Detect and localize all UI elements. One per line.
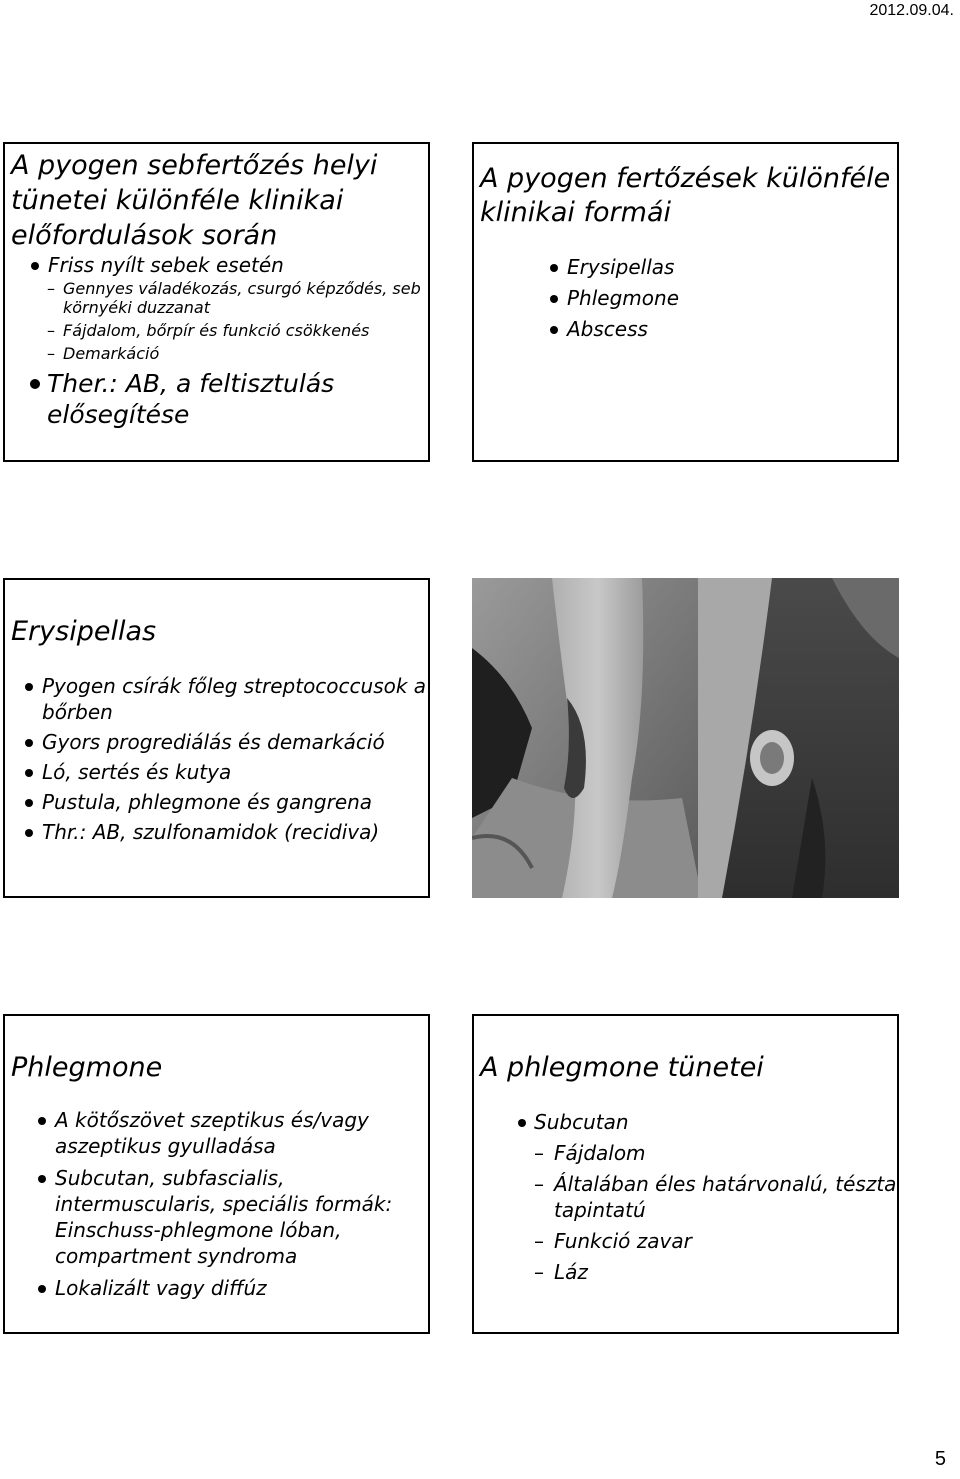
slide-clinical-forms bbox=[472, 142, 899, 462]
bullet-list bbox=[474, 252, 897, 345]
bullet-list bbox=[5, 1107, 428, 1301]
sub-list-item: – Fájdalom bbox=[474, 1140, 897, 1166]
list-item: Gyors progrediálás és demarkáció bbox=[5, 729, 428, 755]
slide-erysipellas bbox=[3, 578, 430, 898]
list-item: Abscess bbox=[474, 314, 897, 345]
wound-photo-icon bbox=[472, 578, 899, 898]
slide-wound-photo bbox=[472, 578, 899, 898]
bullet-list bbox=[5, 673, 428, 845]
sub-list-item: – Funkció zavar bbox=[474, 1228, 897, 1254]
list-item: Thr.: AB, szulfonamidok (recidiva) bbox=[5, 819, 428, 845]
sub-list-item: – Láz bbox=[474, 1259, 897, 1285]
slide-title: Erysipellas bbox=[11, 616, 157, 647]
bullet-list bbox=[5, 253, 428, 430]
slide-phlegmone bbox=[3, 1014, 430, 1334]
sub-list-item: – Gennyes váladékozás, csurgó képződés, seb környéki duzzanat bbox=[5, 279, 428, 317]
page-number: 5 bbox=[934, 1448, 946, 1470]
bullet-list bbox=[474, 1109, 897, 1285]
slide-pyogen-local-symptoms bbox=[3, 142, 430, 462]
list-item: Pustula, phlegmone és gangrena bbox=[5, 789, 428, 815]
list-item: Pyogen csírák főleg streptococcusok a bőrben bbox=[5, 673, 428, 725]
list-item: Erysipellas bbox=[474, 252, 897, 283]
list-item: Ther.: AB, a feltisztulás elősegítése bbox=[5, 368, 428, 430]
slide-phlegmone-symptoms bbox=[472, 1014, 899, 1334]
slide-title: A pyogen sebfertőzés helyi tünetei különféle klinikai előfordulások során bbox=[11, 150, 378, 251]
list-item: Subcutan, subfascialis, intermuscularis, speciális formák: Einschuss-phlegmone lóban, compartment syndroma bbox=[5, 1165, 428, 1269]
list-item: Friss nyílt sebek esetén bbox=[5, 253, 428, 277]
list-item: Lokalizált vagy diffúz bbox=[5, 1275, 428, 1301]
slide-title: A phlegmone tünetei bbox=[480, 1052, 764, 1083]
slide-title: Phlegmone bbox=[11, 1052, 163, 1083]
sub-list-item: – Fájdalom, bőrpír és funkció csökkenés bbox=[5, 321, 428, 340]
header-date: 2012.09.04. bbox=[869, 2, 954, 19]
list-item: Phlegmone bbox=[474, 283, 897, 314]
sub-list-item: – Demarkáció bbox=[5, 344, 428, 363]
slide-title: A pyogen fertőzések különféle klinikai formái bbox=[480, 163, 891, 228]
list-item: Subcutan bbox=[474, 1109, 897, 1135]
list-item: Ló, sertés és kutya bbox=[5, 759, 428, 785]
sub-list-item: – Általában éles határvonalú, tészta tapintatú bbox=[474, 1171, 897, 1223]
list-item: A kötőszövet szeptikus és/vagy aszeptikus gyulladása bbox=[5, 1107, 428, 1159]
